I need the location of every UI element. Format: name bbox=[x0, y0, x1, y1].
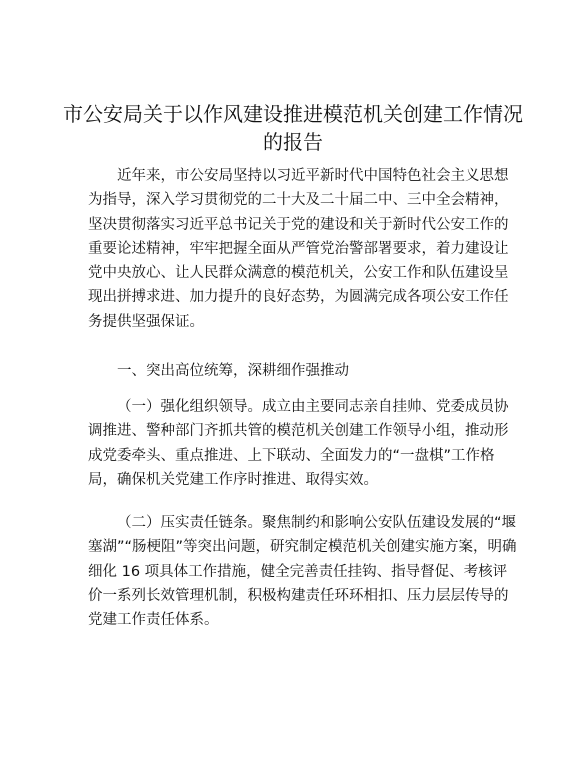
intro-paragraph: 近年来，市公安局坚持以习近平新时代中国特色社会主义思想为指导，深入学习贯彻党的二十大及二十届二中、三中全会精神，坚决贯彻落实习近平总书记关于党的建设和关于新时代公安工作的重要论述精神，牢牢把握全面从严管党治警部署要求，着力建设让党中央放心、让人民群众满意的模范机关，公安工作和队伍建设呈现出拼搏求进、加力提升的良好态势，为圆满完成各项公安工作任务提供坚强保证。 bbox=[88, 168, 509, 330]
item-paragraph-2: （二）压实责任链条。聚焦制约和影响公安队伍建设发展的“堰塞湖”“肠梗阻”等突出问题，研究制定模范机关创建实施方案，明确细化 16 项具体工作措施，健全完善责任挂钩、指导督促、考核评价一系列长效管理机制，积极构建责任环环相扣、压力层层传导的党建工作责任体系。 bbox=[88, 515, 517, 629]
document-title: 市公安局关于以作风建设推进模范机关创建工作情况的报告 bbox=[63, 102, 523, 154]
section-heading: 一、突出高位统筹，深耕细作强推动 bbox=[117, 363, 349, 379]
item-paragraph-1: （一）强化组织领导。成立由主要同志亲自挂帅、党委成员协调推进、警种部门齐抓共管的模范机关创建工作领导小组，推动形成党委牵头、重点推进、上下联动、全面发力的“一盘棋”工作格局，确保机关党建工作序时推进、取得实效。 bbox=[88, 399, 509, 488]
